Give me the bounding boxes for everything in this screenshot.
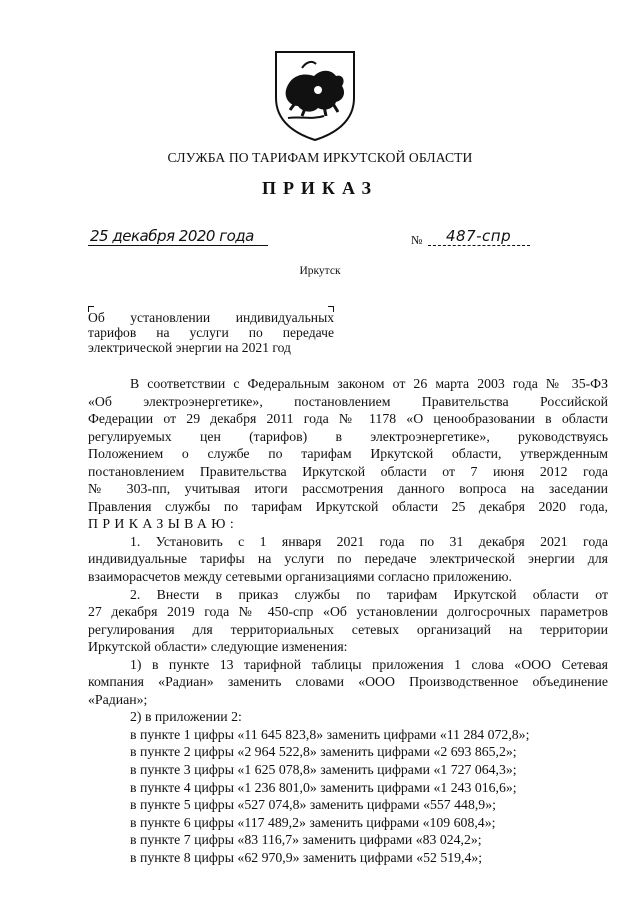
clause-2-line: 2. Внести в приказ службы по тарифам Иркутской области от: [130, 586, 608, 602]
clause-2-line: 27 декабря 2019 года № 450-спр «Об установлении долгосрочных параметров: [88, 604, 608, 620]
subject-line: электрической энергии на 2021 год: [88, 340, 291, 355]
handwritten-date: 25 декабря 2020 года: [88, 227, 268, 246]
document-body: [88, 375, 608, 866]
clause-1-line: взаиморасчетов между сетевыми организациями согласно приложению.: [88, 569, 512, 585]
replacement-line: в пункте 5 цифры «527 074,8» заменить цифрами «557 448,9»;: [130, 797, 496, 813]
subject-block: [88, 310, 334, 355]
intro-line: Федерации от 29 декабря 2011 года № 1178 «О ценообразовании в области: [88, 411, 608, 427]
clause-2-line: Иркутской области» следующие изменения:: [88, 639, 348, 655]
replacement-line: в пункте 6 цифры «117 489,2» заменить цифрами «109 608,4»;: [130, 814, 496, 830]
number-sign: №: [411, 233, 423, 247]
replacement-line: в пункте 3 цифры «1 625 078,8» заменить цифрами «1 727 064,3»;: [130, 762, 517, 778]
intro-line: «Об электроэнергетике», постановлением Правительства Российской: [88, 393, 608, 409]
document-type: ПРИКАЗ: [261, 178, 379, 198]
intro-line: Правления службы по тарифам Иркутской области 25 декабря 2020 года,: [88, 498, 608, 514]
intro-line: постановлением Правительства Иркутской области от 7 июня 2012 года: [88, 463, 608, 479]
agency-name: СЛУЖБА ПО ТАРИФАМ ИРКУТСКОЙ ОБЛАСТИ: [167, 150, 473, 165]
intro-line: Положением о службе по тарифам Иркутской области, утвержденным: [88, 446, 608, 462]
clause-1-line: 1. Установить с 1 января 2021 года по 31 декабря 2021 года: [130, 533, 608, 549]
intro-line: В соответствии с Федеральным законом от 26 марта 2003 года № 35-ФЗ: [130, 376, 608, 391]
replacement-line: в пункте 2 цифры «2 964 522,8» заменить цифрами «2 693 865,2»;: [130, 744, 517, 760]
clause-2-line: регулирования для территориальных сетевых организаций на территории: [88, 621, 608, 637]
order-word: ПРИКАЗЫВАЮ:: [88, 516, 239, 532]
subject-line: Об установлении индивидуальных: [88, 310, 334, 325]
clause-1-line: индивидуальные тарифы на услуги по передаче электрической энергии для: [88, 551, 608, 567]
replacement-line: в пункте 4 цифры «1 236 801,0» заменить цифрами «1 243 016,6»;: [130, 779, 517, 795]
subclause-1-line: «Радиан»;: [88, 691, 148, 707]
intro-line: № 303-пп, учитывая итоги рассмотрения данного вопроса на заседании: [88, 481, 608, 497]
subclause-1-line: 1) в пункте 13 тарифной таблицы приложения 1 слова «ООО Сетевая: [130, 656, 608, 672]
subclause-2-heading: 2) в приложении 2:: [130, 709, 242, 725]
handwritten-number: 487-спр: [428, 227, 530, 246]
replacement-line: в пункте 8 цифры «62 970,9» заменить цифрами «52 519,4»;: [130, 849, 483, 865]
replacement-line: в пункте 1 цифры «11 645 823,8» заменить цифрами «11 284 072,8»;: [130, 726, 530, 742]
subclause-1-line: компания «Радиан» заменить словами «ООО Производственное объединение: [88, 674, 608, 690]
replacement-line: в пункте 7 цифры «83 116,7» заменить цифрами «83 024,2»;: [130, 832, 482, 848]
intro-line: регулируемых цен (тарифов) в электроэнергетике», руководствуясь: [88, 428, 608, 444]
city: Иркутск: [299, 265, 341, 277]
coat-of-arms-icon: [272, 46, 358, 142]
subject-line: тарифов на услуги по передаче: [88, 325, 334, 340]
